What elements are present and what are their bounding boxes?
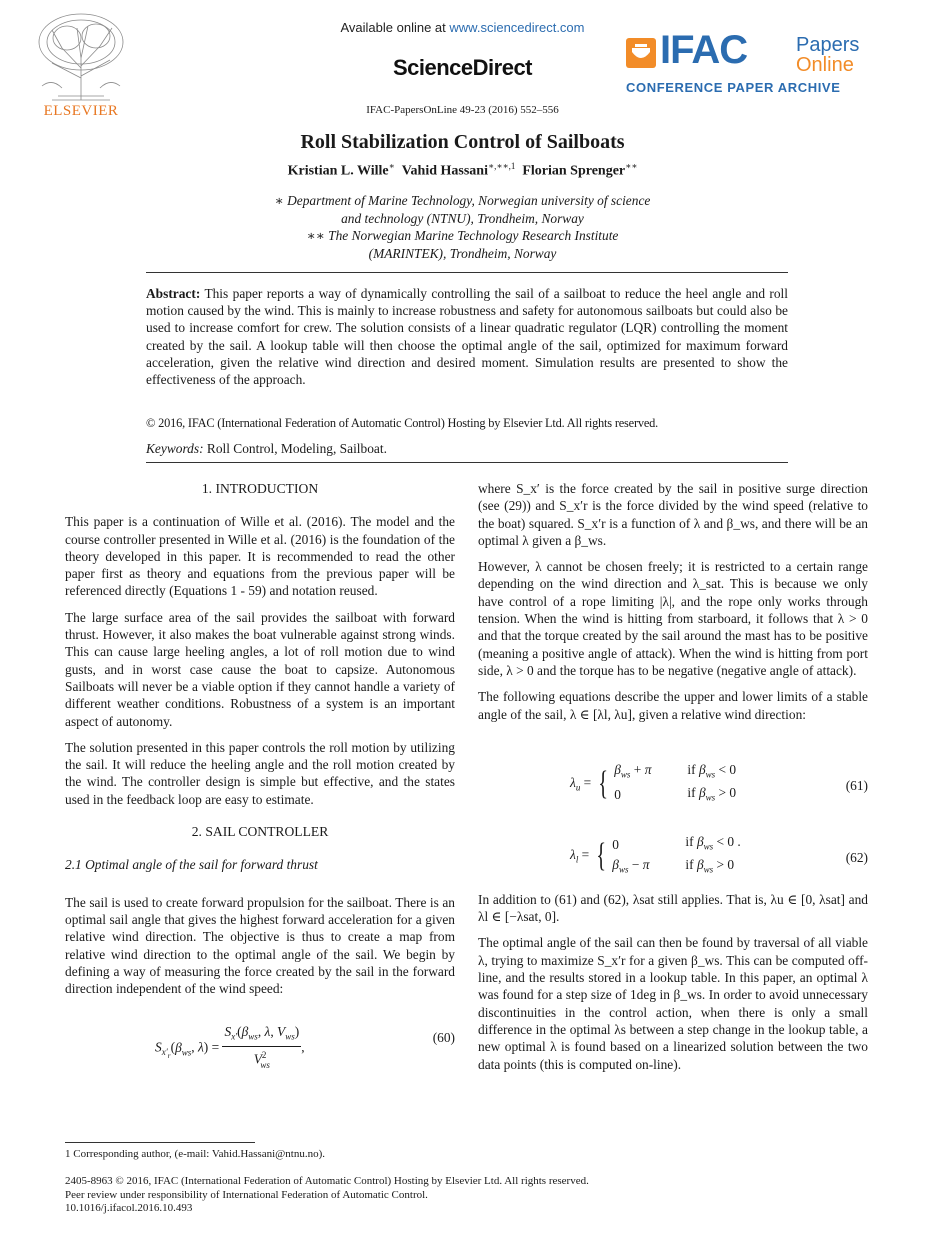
available-online: [0, 20, 925, 35]
paragraph: In addition to (61) and (62), λsat still applies. That is, λu ∈ [0, λsat] and λl ∈ [−λsat, 0].: [478, 891, 868, 925]
doi-link[interactable]: 10.1016/j.ifacol.2016.10.493: [65, 1202, 193, 1214]
right-column: [478, 480, 868, 1082]
paragraph: The solution presented in this paper controls the roll motion by utilizing the sail. It will reduce the heeling angle and the roll motion created by the wind. The controller design is simple but effective, and the states used in the feedback loop are easy to estimate.: [65, 739, 455, 807]
equation-number: (61): [845, 777, 868, 793]
affiliation-line: and technology (NTNU), Trondheim, Norway: [341, 210, 584, 226]
available-prefix: Available online at: [340, 20, 450, 35]
author-3: Florian Sprenger: [522, 163, 626, 179]
section-heading-introduction: 1. INTRODUCTION: [201, 481, 319, 496]
section-heading-sail-controller: 2. SAIL CONTROLLER: [191, 824, 329, 840]
abstract-bottom-rule: [146, 462, 788, 463]
paper-title: Roll Stabilization Control of Sailboats: [300, 131, 625, 153]
equation-62: $\lambda_l$ = { 0 if $\beta_{ws} < 0$ . $\beta_{ws} - \pi$ if $\beta_{ws} > 0$ (62): [570, 833, 868, 875]
authors: [0, 161, 925, 180]
paragraph: This paper is a continuation of Wille et al. (2016). The model and the course controller presented in Wille et al. (2016) is the foundation of the theory developed in this paper. It is recommended to read the other paper first as theory and equations from the previous paper will be referenced directly (Equations 1 - 59) and notation reused.: [65, 514, 455, 599]
sciencedirect-logo[interactable]: ScienceDirect: [392, 55, 533, 80]
page-footer: [65, 1175, 589, 1216]
author-2-mark: ∗,∗∗,1: [487, 161, 516, 171]
affiliation-line: ∗∗ The Norwegian Marine Technology Research Institute: [306, 228, 619, 243]
equation-number: (62): [845, 849, 868, 865]
paragraph: However, λ cannot be chosen freely; it is restricted to a certain range depending on the wind direction and λ_sat. This is because we only have control of a rope limiting |λ|, and the rope only works through tension. When the wind is hitting from starboard, it follows that λ > 0 and that the torque created by the sail around the mast has to be positive (meaning a positive angle of attack). When the wind is hitting from port side, λ > 0 and the torque has to be negative (negative angle of attack).: [478, 559, 868, 678]
footnote: 1 Corresponding author, (e-mail: Vahid.Hassani@ntnu.no).: [65, 1148, 325, 1160]
paragraph: The sail is used to create forward propulsion for the sailboat. There is an optimal sail angle that gives the highest forward acceleration for a given relative wind direction. The objective is thus to create a map from relative wind direction to the optimal angle of the sail. We begin by defining a way of measuring the force created by the sail in the forward direction independent of the wind speed:: [65, 894, 455, 997]
ifac-papers: Papers: [796, 34, 860, 56]
equation-61: $\lambda_u$ = { $\beta_{ws} + \pi$ if $\beta_{ws} < 0$ 0 if $\beta_{ws} > 0$ (61): [570, 761, 868, 803]
affiliation-line: ∗ Department of Marine Technology, Norwegian university of science: [274, 193, 651, 208]
elsevier-wordmark: ELSEVIER: [43, 103, 119, 119]
author-3-mark: ∗∗: [625, 161, 638, 171]
ifac-wordmark: IFAC: [660, 28, 748, 72]
copyright-line: © 2016, IFAC (International Federation of Automatic Control) Hosting by Elsevier Ltd. All rights reserved.: [146, 416, 659, 430]
paragraph: The large surface area of the sail provides the sailboat with forward thrust. However, it also makes the boat vulnerable against strong winds. This can cause large heeling angles, a lot of roll motion due to wind gusts, and in worst case cause the boat to capsize. Autonomous Sailboats will never be a viable option if they cannot handle a variety of different weather conditions. Robustness of a system is an important aspect of autonomy.: [65, 609, 455, 729]
affiliations: [0, 192, 925, 262]
left-column: [65, 480, 455, 1070]
author-1: Kristian L. Wille: [287, 163, 389, 179]
ifac-archive: CONFERENCE PAPER ARCHIVE: [626, 80, 841, 95]
equation-number: (60): [432, 1030, 455, 1046]
sciencedirect-link[interactable]: www.sciencedirect.com: [449, 20, 585, 35]
affiliation-line: (MARINTEK), Trondheim, Norway: [368, 245, 557, 261]
abstract: [146, 285, 788, 388]
author-1-mark: ∗: [388, 161, 395, 171]
citation: IFAC-PapersOnLine 49-23 (2016) 552–556: [366, 104, 559, 116]
footer-line: Peer review under responsibility of International Federation of Automatic Control.: [65, 1188, 428, 1201]
ifac-logo[interactable]: [626, 28, 876, 100]
subsection-heading: 2.1 Optimal angle of the sail for forward thrust: [65, 857, 318, 873]
abstract-text: This paper reports a way of dynamically controlling the sail of a sailboat to reduce the heel angle and roll motion caused by the wind. This is mainly to increase robustness and safety for autonomous sailboats but could also be used to increase comfort for crew. The solution consists of a linear quadratic regulator (LQR) controlling the moment created by the sail. A lookup table will then choose the optimal angle of the sail, optimized for maximum forward acceleration, given the relative wind direction and desired moment. Simulation results are presented to show the effectiveness of the approach.: [146, 286, 789, 388]
abstract-top-rule: [146, 272, 788, 273]
paragraph: The optimal angle of the sail can then be found by traversal of all viable λ, trying to maximize S_x′r for a given β_ws. This can be computed off-line, and the results stored in a lookup table. In this paper, an optimal λ was found for a step size of 1deg in β_ws. In order to avoid unnecessary discontinuities in the control action, when there is only a small difference in the optimal λs between a step change in the lookup table, a new optimal λ is found based on a linearized solution between the two data points (this is computed on-line).: [478, 935, 868, 1072]
footnote-rule: [65, 1142, 255, 1143]
abstract-label: Abstract:: [146, 286, 201, 301]
author-2: Vahid Hassani: [401, 163, 488, 179]
keywords-label: Keywords:: [146, 441, 204, 456]
ifac-online: Online: [796, 54, 854, 76]
equation-60: $S_{x'_r}(\beta_{ws}$, λ) = $\frac{S_{x'}(\beta_{ws}, \lambda, V_{ws})}{V^2_{ws}}$ , (60): [155, 1024, 455, 1070]
keywords: [146, 441, 387, 457]
footer-line: 2405-8963 © 2016, IFAC (International Federation of Automatic Control) Hosting by Elsevier Ltd. All rights reserved.: [65, 1175, 589, 1187]
keywords-text: Roll Control, Modeling, Sailboat.: [206, 441, 387, 456]
ifac-emblem-icon: [626, 38, 656, 68]
paragraph: where S_x′ is the force created by the sail in positive surge direction (see (29)) and S_x′r is the force divided by the wind speed (relative to the boat) squared. S_x′r is a function of λ and β_ws, and there will be an optimal λ given a β_ws.: [478, 481, 868, 548]
paragraph: The following equations describe the upper and lower limits of a stable angle of the sail, λ ∈ [λl, λu], given a relative wind direction:: [478, 689, 868, 722]
